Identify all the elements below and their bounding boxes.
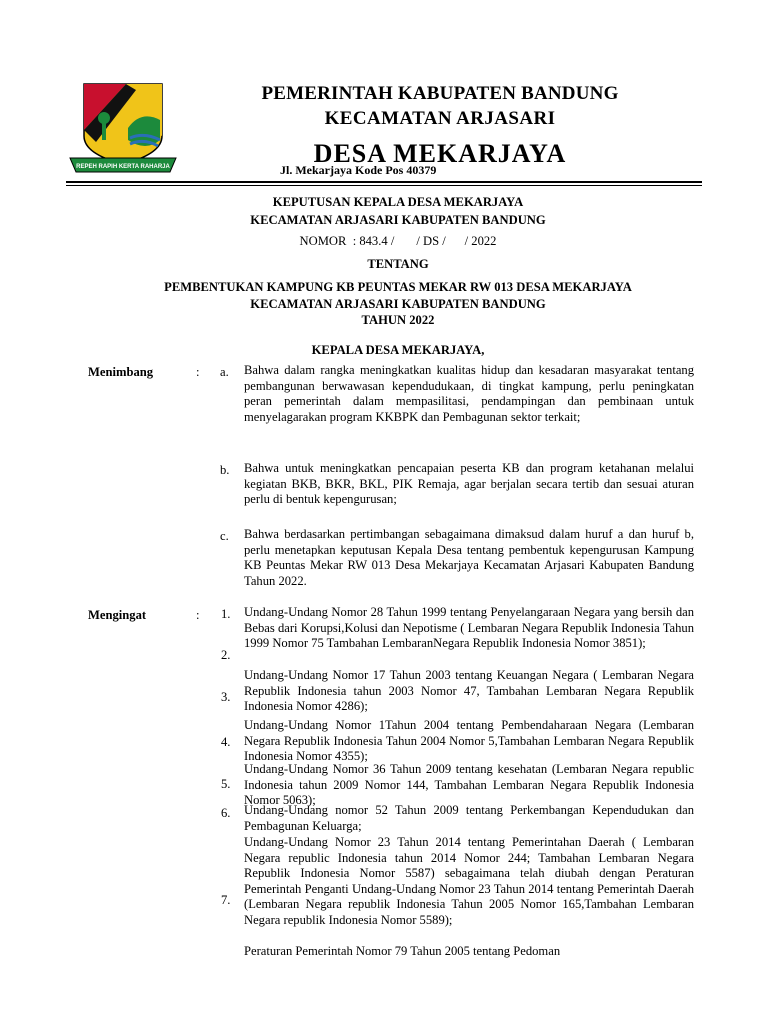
- mengingat-item-7: Peraturan Pemerintah Nomor 79 Tahun 2005 tentang Pedoman: [244, 944, 561, 958]
- header-rule-thin: [66, 185, 702, 186]
- subject-line-1: PEMBENTUKAN KAMPUNG KB PEUNTAS MEKAR RW 013 DESA MEKARJAYA: [164, 280, 632, 294]
- mengingat-item-3: Undang-Undang Nomor 1Tahun 2004 tentang Pembendaharaan Negara (Lembaran Negara Republik Indonesia Tahun 2004 Nomor 5,Tambahan Lembaran Negara Republik Indonesia Nomor 4355);: [244, 718, 694, 764]
- logo-motto: REPEH RAPIH KERTA RAHARJA: [76, 164, 170, 170]
- issuer-heading: KEPALA DESA MEKARJAYA,: [311, 343, 485, 357]
- mengingat-item-2: Undang-Undang Nomor 17 Tahun 2003 tentang Keuangan Negara ( Lembaran Negara Republik Indonesia tahun 2003 Nomor 47, Tambahan Lembaran Negara Republik Indonesia Nomor 4286);: [244, 668, 694, 714]
- mengingat-item-6: Undang-Undang Nomor 23 Tahun 2014 tentang Pemerintahan Daerah ( Lembaran Negara republic Indonesia tahun 2014 Nomor 244; Tambahan Lembaran Negara Republik Indonesia Nomor 5587) sebagaimana telah diubah dengan Peraturan Pemerintah Penganti Undang-Undang Nomor 23 Tahun 2014 tentang Pemerintah Daerah (Lembaran Negara republik Indonesia Tahun 2005 Nomor 165,Tambahan Lembaran Negara republik Indonesia Nomor 5589);: [244, 835, 694, 927]
- mengingat-number-6: 6.: [221, 806, 231, 820]
- menimbang-label: Menimbang: [88, 365, 154, 379]
- mengingat-number-2: 2.: [221, 648, 231, 662]
- mengingat-number-5: 5.: [221, 777, 231, 791]
- menimbang-item-c: Bahwa berdasarkan pertimbangan sebagaimana dimaksud dalam huruf a dan huruf b, perlu menetapkan keputusan Kepala Desa tentang pembentuk kepengurusan Kampung KB Peuntas Mekar RW 013 Desa Mekarjaya Kecamatan Arjasari Kabupaten Bandung Tahun 2022.: [244, 527, 694, 588]
- kabupaten-bandung-emblem: [66, 80, 180, 176]
- mengingat-colon: :: [196, 608, 200, 622]
- header-rule-thick: [66, 181, 702, 183]
- tentang-heading: TENTANG: [367, 257, 429, 271]
- village-name: DESA MEKARJAYA: [313, 139, 567, 168]
- decree-title-line-2: KECAMATAN ARJASARI KABUPATEN BANDUNG: [250, 213, 546, 227]
- decree-subject: [80, 279, 716, 329]
- mengingat-item-1: Undang-Undang Nomor 28 Tahun 1999 tentang Penyelangaraan Negara yang bersih dan Bebas dari Korupsi,Kolusi dan Nepotisme ( Lembaran Negara Republik Indonesia Tahun 1999 Nomor 75 Tambahan LembaranNegara Republik Indonesia Nomor 3851);: [244, 605, 694, 651]
- mengingat-number-7: 7.: [221, 893, 231, 907]
- subject-line-2: KECAMATAN ARJASARI KABUPATEN BANDUNG: [250, 296, 546, 311]
- menimbang-mark-b: b.: [220, 463, 230, 477]
- mengingat-item-5: Undang-Undang nomor 52 Tahun 2009 tentang Perkembangan Kependudukan dan Pembagunan Keluarga;: [244, 803, 694, 833]
- mengingat-label: Mengingat: [88, 608, 147, 622]
- menimbang-item-a: Bahwa dalam rangka meningkatkan kualitas hidup dan kesadaran masyarakat tentang pembangunan berwawasan kependudukaan, di tingkat kampung, perlu peningkatan peran pemerintah dalam mempasilitasi, pendampingan dan pembinaan untuk menyelagarakan program KKBPK dan Pembagunan sektor terkait;: [244, 363, 694, 424]
- mengingat-item-4: Undang-Undang Nomor 36 Tahun 2009 tentang kesehatan (Lembaran Negara republic Indonesia tahun 2009 Nomor 144, Tambahan Lembaran Negara Republik Indonesia Nomor 5063);: [244, 762, 694, 808]
- mengingat-number-1: 1.: [221, 607, 231, 621]
- decree-title-line-1: KEPUTUSAN KEPALA DESA MEKARJAYA: [272, 195, 524, 209]
- mengingat-number-3: 3.: [221, 690, 231, 704]
- district-line: KECAMATAN ARJASARI: [324, 108, 556, 129]
- mengingat-number-4: 4.: [221, 735, 231, 749]
- menimbang-colon: :: [196, 365, 200, 379]
- subject-line-3: TAHUN 2022: [361, 313, 435, 327]
- menimbang-item-b: Bahwa untuk meningkatkan pencapaian peserta KB dan program ketahanan melalui kegiatan BKB, BKR, BKL, PIK Remaja, agar berjalan secara tertib dan sesuai aturan perlu di bentuk kepengurusan;: [244, 461, 694, 507]
- decree-title: [80, 193, 716, 229]
- gov-line: PEMERINTAH KABUPATEN BANDUNG: [261, 83, 619, 104]
- decree-number: NOMOR : 843.4 / / DS / / 2022: [299, 234, 497, 248]
- address: Jl. Mekarjaya Kode Pos 40379: [280, 163, 437, 177]
- menimbang-mark-c: c.: [220, 529, 229, 543]
- letterhead: [200, 82, 680, 174]
- menimbang-mark-a: a.: [220, 365, 229, 379]
